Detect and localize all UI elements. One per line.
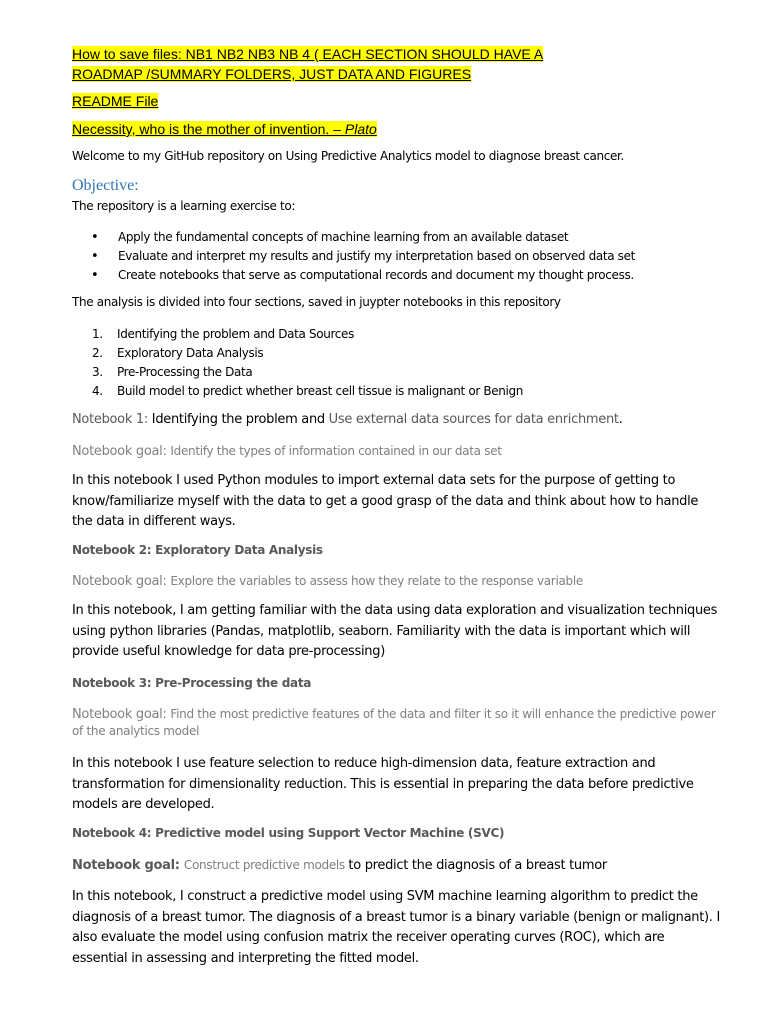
notebook3-paragraph: In this notebook I use feature selection to reduce high-dimension data, feature extraction and transformation for dimensionality reduction. This is essential in preparing the data before predictive models are developed. [72,756,694,812]
analysis-intro: The analysis is divided into four sections, saved in juypter notebooks in this repository [72,295,561,309]
notebook3-goal: Notebook goal: Find the most predictive features of the data and filter it so it will enhance the predictive power of the analytics model [72,707,716,738]
bullet-item: • Apply the fundamental concepts of machine learning from an available dataset [88,228,635,247]
sections-list [92,325,523,401]
welcome-text: Welcome to my GitHub repository on Using Predictive Analytics model to diagnose breast cancer. [72,149,624,163]
notebook2-paragraph: In this notebook, I am getting familiar with the data using data exploration and visualization techniques using python libraries (Pandas, matplotlib, seaborn. Familiarity with the data is important which will provide useful knowledge for data pre-processing) [72,603,718,659]
notebook2-heading: Notebook 2: Exploratory Data Analysis [72,543,323,557]
notebook1-goal: Notebook goal: Identify the types of information contained in our data set [72,444,502,459]
section-item: 4. Build model to predict whether breast cell tissue is malignant or Benign [92,384,524,398]
save-files-note-line1: How to save files: NB1 NB2 NB3 NB 4 ( EACH SECTION SHOULD HAVE A [72,46,544,62]
notebook4-heading: Notebook 4: Predictive model using Support Vector Machine (SVC) [72,826,505,840]
section-item: 3. Pre-Processing the Data [92,365,253,379]
notebook4-goal: Notebook goal: Construct predictive models to predict the diagnosis of a breast tumor [72,858,607,873]
notebook1-heading: Notebook 1: Identifying the problem and Use external data sources for data enrichment. [72,412,623,427]
objective-bullets [88,228,635,285]
quote: Necessity, who is the mother of invention. – Plato [72,121,377,137]
notebook1-paragraph: In this notebook I used Python modules to import external data sets for the purpose of getting to know/familiarize myself with the data to get a good grasp of the data and think about how to handle the data in different ways. [72,473,699,529]
bullet-item: • Evaluate and interpret my results and justify my interpretation based on observed data set [88,247,635,266]
notebook2-goal: Notebook goal: Explore the variables to assess how they relate to the response variable [72,574,583,589]
notebook4-paragraph: In this notebook, I construct a predictive model using SVM machine learning algorithm to predict the diagnosis of a breast tumor. The diagnosis of a breast tumor is a binary variable (benign or malignant). I also evaluate the model using confusion matrix the receiver operating curves (ROC), which are essential in assessing and interpreting the fitted model. [72,889,720,966]
objective-intro: The repository is a learning exercise to: [72,199,296,213]
section-item: 1. Identifying the problem and Data Sources [92,327,354,341]
notebook3-heading: Notebook 3: Pre-Processing the data [72,676,312,690]
readme-heading: README File [72,93,159,109]
section-item: 2. Exploratory Data Analysis [92,346,264,360]
quote-author: Plato [344,121,377,137]
bullet-item: • Create notebooks that serve as computational records and document my thought process. [88,266,635,285]
objective-heading: Objective: [72,177,139,194]
save-files-note-line2: ROADMAP /SUMMARY FOLDERS, JUST DATA AND FIGURES [72,66,472,82]
